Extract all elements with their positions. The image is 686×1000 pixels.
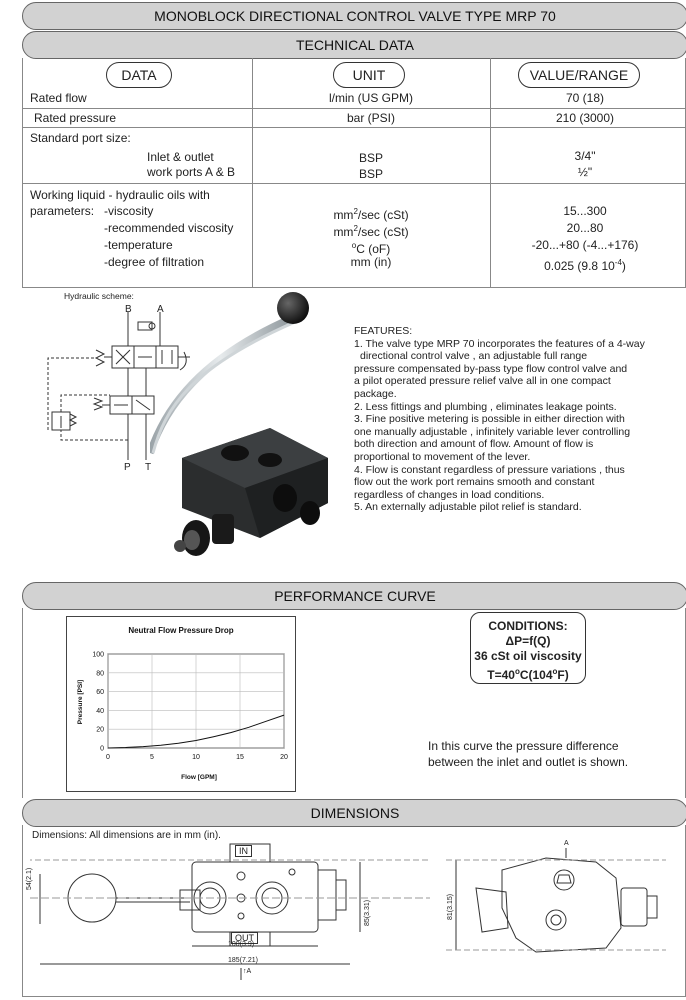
port-size-label: Standard port size: <box>30 131 131 145</box>
temp-unit-rest: C (oF) <box>356 242 391 256</box>
rated-pressure-label: Rated pressure <box>34 111 117 125</box>
dim-54: 54(2.1) <box>26 867 33 890</box>
row-divider-2 <box>22 127 686 128</box>
port-a-label: A <box>157 304 164 315</box>
features-list <box>354 325 674 514</box>
section-performance-label: PERFORMANCE CURVE <box>274 588 436 604</box>
y-tick-label: 0 <box>100 745 104 753</box>
work-ports-value: ½" <box>577 165 593 179</box>
dim-100: 100(3.9) <box>228 941 255 948</box>
feature-line: pressure compensated by-pass type flow control valve and <box>354 362 628 375</box>
dim-arrow-a-side: A <box>564 840 569 847</box>
filtration-value-base: 0.025 (9.8 10 <box>544 259 615 273</box>
conditions-line1: ΔP=f(Q) <box>505 634 551 648</box>
filtration-value-sup: -4 <box>614 258 622 267</box>
valve-product-image <box>150 288 350 578</box>
port-b-label: B <box>125 304 132 315</box>
rec-unit-sup: 2 <box>353 224 358 233</box>
section-technical-label: TECHNICAL DATA <box>296 37 414 53</box>
y-tick-label: 80 <box>96 670 104 678</box>
document-title <box>22 2 686 30</box>
temp-unit-sup: o <box>351 241 357 250</box>
cond3-end: F) <box>557 668 569 682</box>
rec-unit-base: mm <box>333 225 354 239</box>
viscosity-unit-base: mm <box>333 208 354 222</box>
row-divider-1 <box>22 108 686 109</box>
feature-line: 5. An externally adjustable pilot relief is standard. <box>354 501 582 514</box>
header-value-range <box>518 62 640 88</box>
row-divider-3 <box>22 183 686 184</box>
dim-a-front-label: A <box>246 968 252 975</box>
x-tick-label: 20 <box>280 754 288 761</box>
dimension-side-view <box>446 848 666 988</box>
header-data-label: DATA <box>121 67 157 83</box>
chart-frame <box>67 617 296 792</box>
filtration-value <box>490 255 680 274</box>
work-ports-unit: BSP <box>358 167 383 181</box>
header-data <box>106 62 172 88</box>
temperature-label: -temperature <box>104 238 173 252</box>
rated-pressure-value: 210 (3000) <box>555 111 615 125</box>
feature-line: a pilot operated pressure relief valve all in one compact <box>354 375 611 388</box>
feature-line: 2. Less fittings and plumbing , eliminates leakage points. <box>354 400 617 413</box>
rated-pressure-unit: bar (PSI) <box>346 111 395 125</box>
rated-flow-value: 70 (18) <box>565 91 605 105</box>
filtration-unit: mm (in) <box>350 255 392 269</box>
dims-left-border <box>22 825 23 997</box>
x-tick-label: 0 <box>106 754 110 761</box>
header-unit-label: UNIT <box>352 67 386 83</box>
filtration-value-rest: ) <box>621 259 626 273</box>
viscosity-unit-sup: 2 <box>353 207 358 216</box>
work-ports-label: work ports A & B <box>147 165 236 179</box>
feature-line: proportional to movement of the lever. <box>354 450 531 463</box>
inlet-outlet-value: 3/4" <box>574 149 596 163</box>
curve-note-line2: between the inlet and outlet is shown. <box>428 755 629 769</box>
x-tick-label: 10 <box>192 754 200 761</box>
working-liquid-label: Working liquid - hydraulic oils with <box>30 188 210 202</box>
dim-in-label: IN <box>235 845 252 857</box>
dim-85: 85(3.31) <box>364 899 371 926</box>
feature-line: regardless of changes in load conditions. <box>354 488 545 501</box>
temperature-value: -20...+80 (-4...+176) <box>531 238 639 252</box>
dims-bottom-border <box>22 996 686 997</box>
port-t-label: T <box>145 462 152 473</box>
table-left-border <box>22 58 23 288</box>
rated-flow-unit: l/min (US GPM) <box>329 91 413 105</box>
y-tick-label: 100 <box>92 651 104 659</box>
section-dimensions <box>22 799 686 827</box>
curve-note-line1: In this curve the pressure difference <box>428 739 619 753</box>
recommended-viscosity-value: 20...80 <box>566 221 604 235</box>
feature-line: directional control valve , an adjustable full range <box>360 350 588 363</box>
y-tick-label: 40 <box>96 707 104 715</box>
chart-xlabel: Flow [GPM] <box>181 774 217 781</box>
conditions-box <box>470 612 586 684</box>
section-performance-curve <box>22 582 686 610</box>
parameters-label: parameters: <box>30 204 95 218</box>
hydraulic-scheme-label: Hydraulic scheme: <box>64 291 134 301</box>
section-technical-data <box>22 31 686 59</box>
dimensions-note: Dimensions: All dimensions are in mm (in). <box>32 830 221 841</box>
cond3-base: T=40 <box>487 668 515 682</box>
conditions-line2: 36 cSt oil viscosity <box>474 649 582 663</box>
inlet-outlet-unit: BSP <box>358 151 383 165</box>
feature-line: both direction and amount of flow. Amount of flow is <box>354 438 594 451</box>
feature-line: one manually adjustable , infinitely variable lever controlling <box>354 425 631 438</box>
port-p-label: P <box>124 462 131 473</box>
header-unit <box>333 62 405 88</box>
feature-line: 4. Flow is constant regardless of pressure variations , thus <box>354 463 625 476</box>
feature-line: 1. The valve type MRP 70 incorporates the features of a 4-way <box>354 337 645 350</box>
chart-ylabel: Pressure [PSI] <box>77 679 84 725</box>
x-tick-label: 5 <box>150 754 154 761</box>
row-divider-4 <box>22 287 686 288</box>
conditions-heading: CONDITIONS: <box>488 619 568 633</box>
y-tick-label: 20 <box>96 726 104 734</box>
title-text: MONOBLOCK DIRECTIONAL CONTROL VALVE TYPE MRP 70 <box>154 8 556 24</box>
features-heading: FEATURES: <box>354 325 413 337</box>
dim-out-label: OUT <box>231 932 258 944</box>
rec-unit-rest: /sec (cSt) <box>357 225 409 239</box>
filtration-label: -degree of filtration <box>104 255 205 269</box>
dim-185: 185(7.21) <box>228 957 258 964</box>
dim-81: 81(3.15) <box>447 893 454 920</box>
feature-line: 3. Fine positive metering is possible in either direction with <box>354 413 625 426</box>
neutral-flow-chart <box>66 616 296 792</box>
recommended-viscosity-label: -recommended viscosity <box>104 221 234 235</box>
chart-title: Neutral Flow Pressure Drop <box>128 626 234 635</box>
viscosity-value: 15...300 <box>563 204 607 218</box>
cond3-mid: C(104 <box>519 668 553 682</box>
feature-line: flow out the work port remains smooth and constant <box>354 476 595 489</box>
rated-flow-label: Rated flow <box>30 91 87 105</box>
viscosity-unit-rest: /sec (cSt) <box>357 208 409 222</box>
dim-arrow-a-front: ↑A <box>243 968 252 975</box>
y-tick-label: 60 <box>96 689 104 697</box>
feature-line: package. <box>354 387 397 400</box>
perf-left-border <box>22 608 23 798</box>
x-tick-label: 15 <box>236 754 244 761</box>
header-value-label: VALUE/RANGE <box>529 67 629 83</box>
conditions-line3: $T=40^oC(104^oF)$ <box>487 667 569 682</box>
section-dimensions-label: DIMENSIONS <box>310 805 400 821</box>
inlet-outlet-label: Inlet & outlet <box>147 150 214 164</box>
viscosity-label: -viscosity <box>104 204 154 218</box>
